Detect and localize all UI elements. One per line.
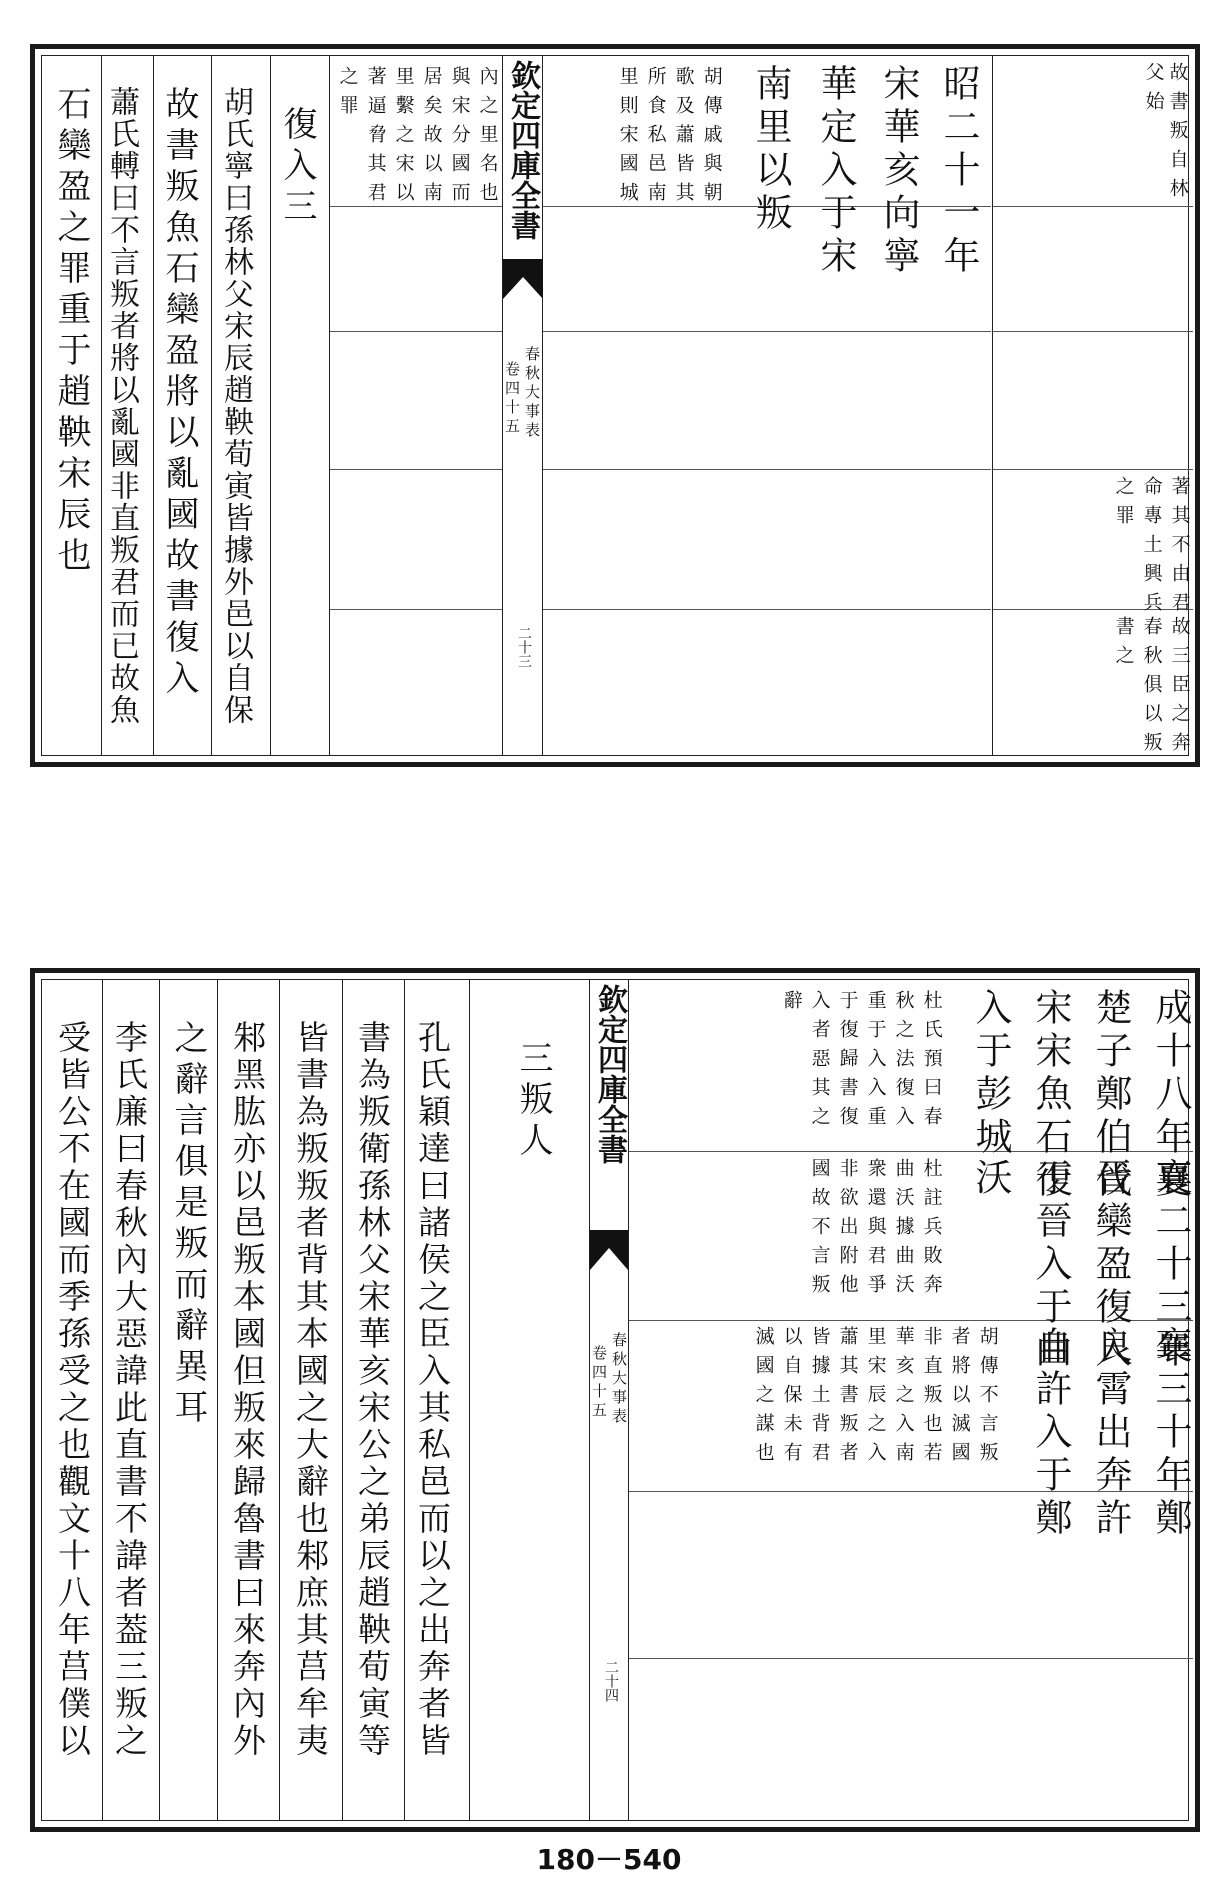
note-col: 所食私邑南: [644, 66, 667, 211]
note-col: 之罪: [1112, 476, 1135, 534]
gutter-title: 欽定四庫全書: [592, 984, 627, 1164]
text-col: 蕭氏𨍭曰不言叛者將以亂國非直叛君而已故魚: [104, 86, 139, 726]
text-col: 李氏廉曰春秋內大惡諱此直書不諱者葢三叛之: [110, 1020, 149, 1760]
note-col: 命專土興兵: [1140, 476, 1163, 621]
text-col: 胡氏寧曰孫林父宋辰趙鞅荀寅皆據外邑以自保: [218, 86, 253, 726]
gutter-book-title: 春秋大事表: [523, 346, 541, 441]
gutter-leaf-number: 二十三: [516, 626, 532, 668]
text-col: 書為叛衛孫林父宋華亥宋公之弟辰趙鞅荀寅等: [353, 1020, 392, 1760]
note-col: 秋之法復入: [892, 990, 915, 1135]
text-col: 襄三十年鄭: [1149, 1326, 1192, 1541]
note-col: 蕭其書叛者: [836, 1326, 859, 1471]
gutter-leaf-number: 二十四: [603, 1660, 619, 1702]
gutter-book-title: 春秋大事表: [610, 1332, 628, 1427]
note-col: 重于入入重: [864, 990, 887, 1135]
note-col: 著其不由君: [1168, 476, 1191, 621]
note-col: 著逼脅其君: [364, 66, 387, 211]
text-col: 受皆公不在國而季孫受之也觀文十八年莒僕以: [53, 1020, 92, 1760]
text-col: 華定入于宋: [814, 64, 857, 279]
note-col: 以自保未有: [780, 1326, 803, 1471]
note-col: 于復歸書復: [836, 990, 859, 1135]
bottom-leaf: [30, 968, 1200, 1832]
note-col: 胡傳戚與朝: [700, 66, 723, 211]
top-leaf-frame: [41, 55, 1191, 761]
text-col: 沃: [969, 1158, 1012, 1201]
note-col: 里則宋國城: [616, 66, 639, 211]
text-col: 入于彭城: [969, 988, 1012, 1160]
note-col: 華亥之入南: [892, 1326, 915, 1471]
text-col: 皆書為叛叛者背其本國之大辭也邾庶其莒牟夷: [291, 1020, 330, 1760]
page-footer-number: 180－540: [536, 1843, 682, 1876]
text-col: 自許入于鄭: [1029, 1326, 1072, 1541]
text-col: 父始: [1142, 62, 1165, 120]
fish-tail-ornament: [503, 259, 543, 299]
text-col: 邾黑肱亦以邑叛本國但叛來歸魯書曰來奔內外: [228, 1020, 267, 1760]
note-col: 之罪: [336, 66, 359, 124]
text-col: 石欒盈之罪重于趙鞅宋辰也: [51, 86, 91, 578]
text-col: 三叛人: [513, 1040, 553, 1163]
text-col: 晉欒盈復入: [1089, 1158, 1132, 1373]
text-col: 于晉入于曲: [1029, 1158, 1072, 1373]
top-leaf: [30, 44, 1200, 767]
note-col: 書之: [1112, 616, 1135, 674]
note-col: 胡傳不言叛: [976, 1326, 999, 1471]
text-col: 孔氏穎達曰諸侯之臣入其私邑而以之出奔者皆: [413, 1020, 452, 1760]
note-col: 與宋分國而: [448, 66, 471, 211]
text-col: 故書叛魚石欒盈將以亂國故書復入: [159, 86, 199, 701]
text-col: 良霄出奔許: [1089, 1326, 1132, 1541]
note-col: 春秋俱以叛: [1140, 616, 1163, 761]
note-col: 里繫之宋以: [392, 66, 415, 211]
text-col: 復入三: [277, 106, 317, 229]
note-col: 非欲出附他: [836, 1158, 859, 1303]
note-col: 辭: [780, 990, 803, 1019]
note-col: 曲沃據曲沃: [892, 1158, 915, 1303]
note-col: 滅國之謀也: [752, 1326, 775, 1471]
note-col: 皆據土背君: [808, 1326, 831, 1471]
gutter-volume: 卷四十五: [590, 1345, 608, 1421]
text-col: 宋華亥向寧: [877, 64, 920, 279]
note-col: 國故不言叛: [808, 1158, 831, 1303]
text-col: 宋宋魚石復: [1029, 988, 1072, 1203]
note-col: 歌及蕭皆其: [672, 66, 695, 211]
note-col: 衆還與君爭: [864, 1158, 887, 1303]
text-col: 之辭言俱是叛而辭異耳: [168, 1020, 208, 1430]
note-col: 者將以滅國: [948, 1326, 971, 1471]
note-col: 居矣故以南: [420, 66, 443, 211]
note-col: 非直叛也若: [920, 1326, 943, 1471]
text-col: 故書叛自林: [1166, 62, 1189, 207]
text-col: 昭二十一年: [937, 64, 980, 279]
text-col: 成十八年夏: [1149, 988, 1192, 1203]
fish-tail-ornament: [590, 1230, 628, 1270]
text-col: 襄二十三年: [1149, 1158, 1192, 1373]
gutter-volume: 卷四十五: [503, 361, 521, 437]
note-col: 杜氏預曰春: [920, 990, 943, 1135]
note-col: 杜註兵敗奔: [920, 1158, 943, 1303]
note-col: 內之里名也: [476, 66, 499, 211]
note-col: 入者惡其之: [808, 990, 831, 1135]
text-col: 南里以叛: [749, 64, 792, 236]
text-col: 楚子鄭伯伐: [1089, 988, 1132, 1203]
note-col: 里宋辰之入: [864, 1326, 887, 1471]
note-col: 故三臣之奔: [1168, 616, 1191, 761]
bottom-leaf-frame: [41, 979, 1192, 1821]
gutter-title: 欽定四庫全書: [505, 60, 540, 240]
